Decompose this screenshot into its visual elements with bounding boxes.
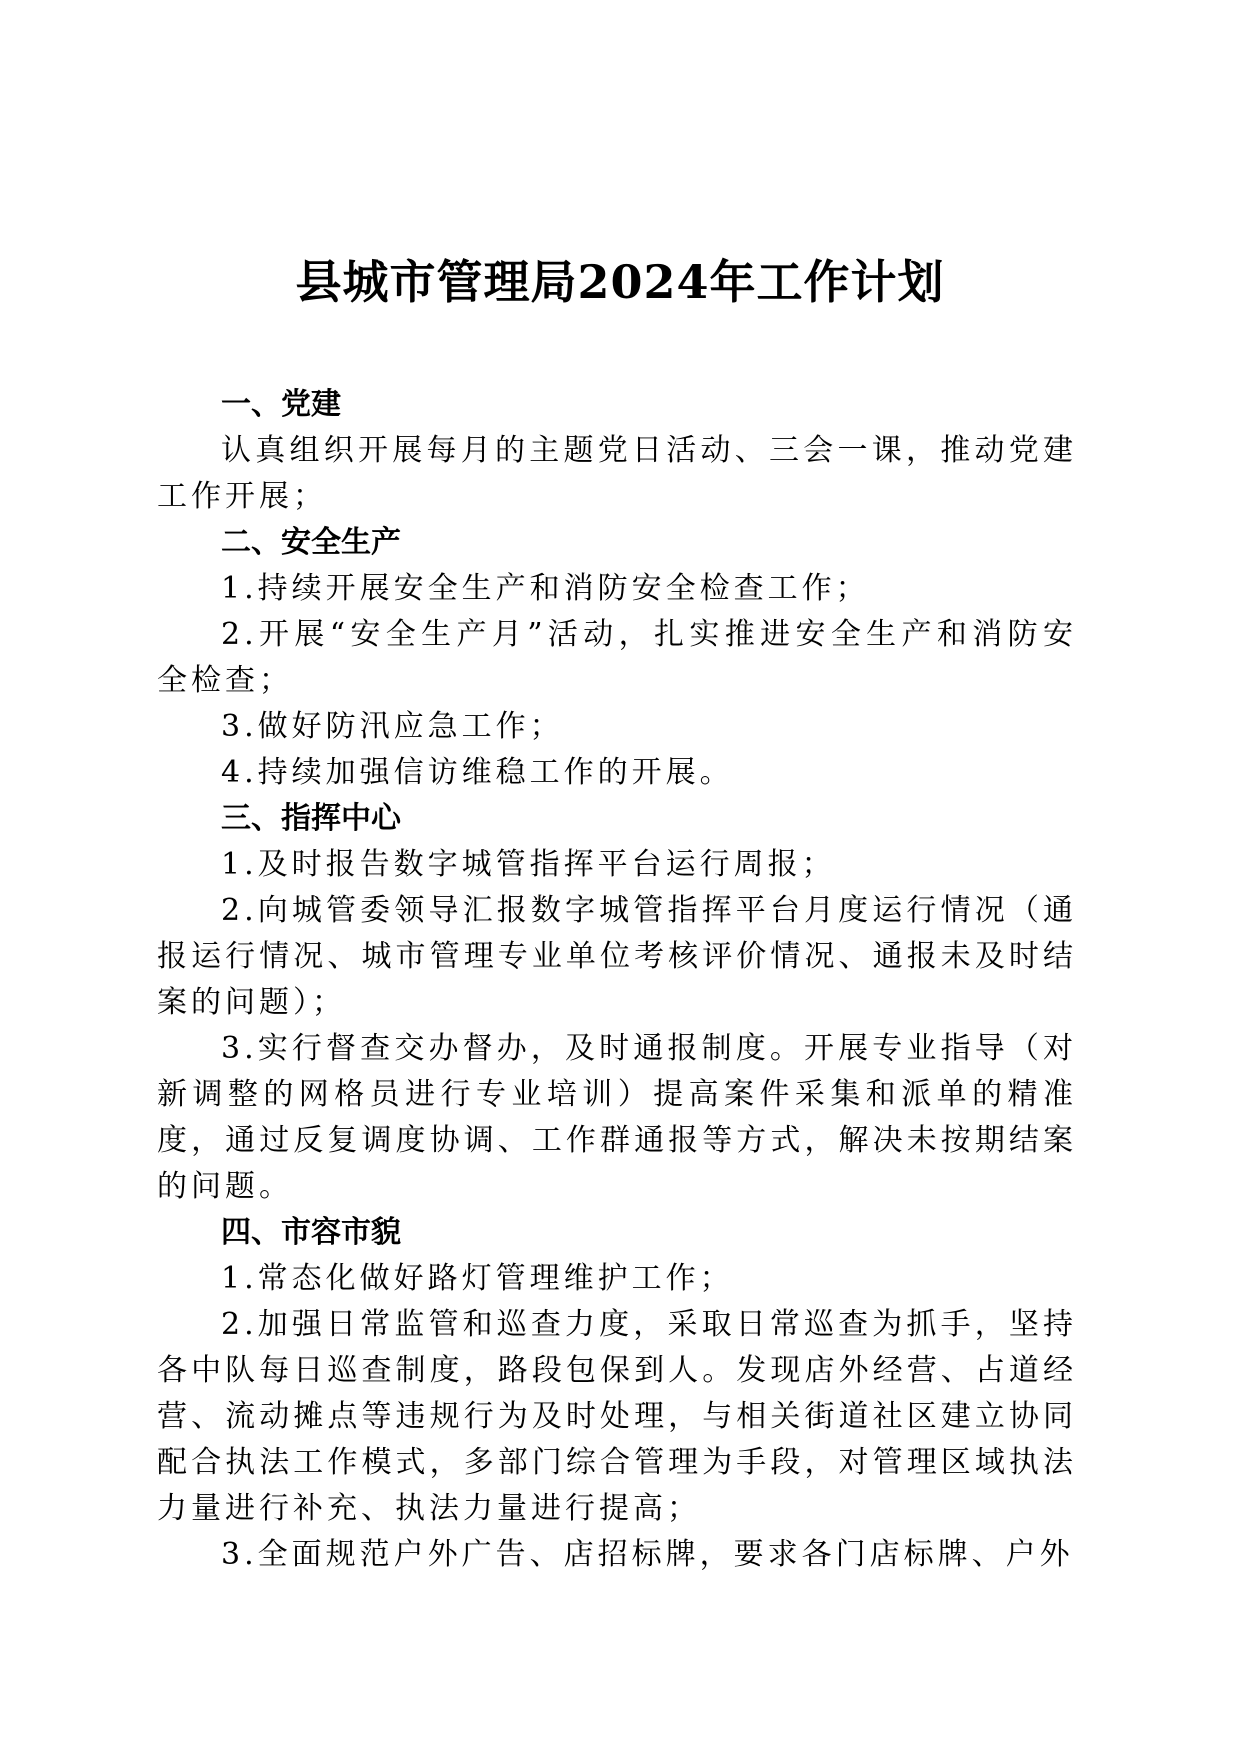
section-paragraph: 1.常态化做好路灯管理维护工作； [221,1261,734,1296]
document-body [157,382,1077,1578]
section-heading: 三、指挥中心 [221,801,401,836]
section-paragraph: 3.做好防汛应急工作； [221,709,564,744]
section-paragraph: 1.及时报告数字城管指挥平台运行周报； [221,847,836,882]
section-paragraph: 2.开展“安全生产月”活动，扎实推进安全生产和消防安全检查； [157,617,1077,698]
section-paragraph: 4.持续加强信访维稳工作的开展。 [221,755,734,790]
section-heading: 一、党建 [221,387,341,422]
section-paragraph: 1.持续开展安全生产和消防安全检查工作； [221,571,870,606]
document-title: 县城市管理局2024年工作计划 [295,255,945,309]
section-paragraph: 2.向城管委领导汇报数字城管指挥平台月度运行情况（通报运行情况、城市管理专业单位考核评价情况、通报未及时结案的问题）； [157,893,1077,1020]
section-paragraph: 3.实行督查交办督办，及时通报制度。开展专业指导（对新调整的网格员进行专业培训）提高案件采集和派单的精准度，通过反复调度协调、工作群通报等方式，解决未按期结案的问题。 [157,1031,1077,1204]
section-heading: 二、安全生产 [221,525,401,560]
section-paragraph: 3.全面规范户外广告、店招标牌，要求各门店标牌、户外 [221,1537,1074,1572]
section-paragraph: 认真组织开展每月的主题党日活动、三会一课，推动党建工作开展； [157,433,1077,514]
section-paragraph: 2.加强日常监管和巡查力度，采取日常巡查为抓手，坚持各中队每日巡查制度，路段包保到人。发现店外经营、占道经营、流动摊点等违规行为及时处理，与相关街道社区建立协同配合执法工作模式，多部门综合管理为手段，对管理区域执法力量进行补充、执法力量进行提高； [157,1307,1077,1526]
section-heading: 四、市容市貌 [221,1215,401,1250]
